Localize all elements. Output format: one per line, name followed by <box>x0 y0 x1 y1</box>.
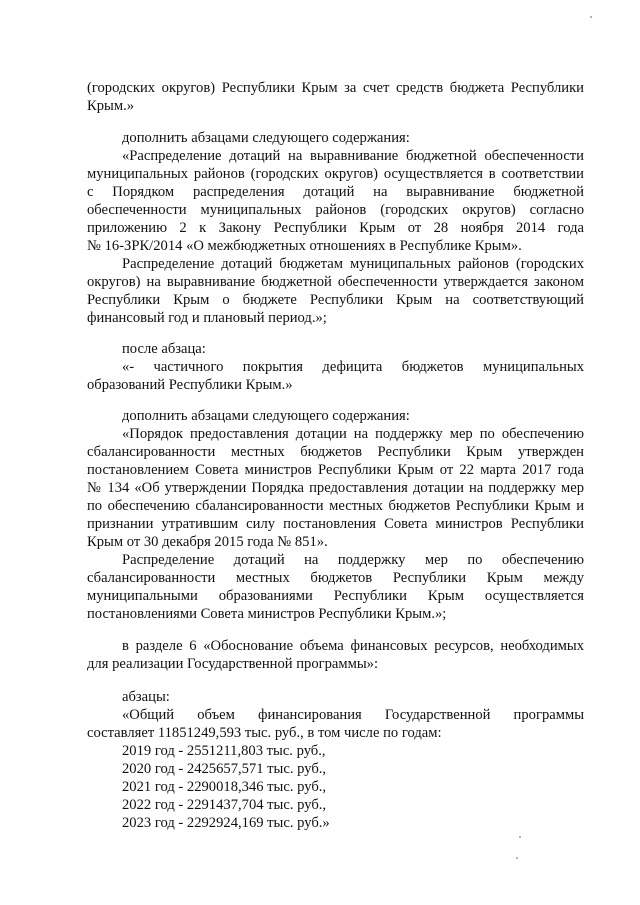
text-line: «- частичного покрытия дефицита бюджетов муниципальных <box>122 359 584 375</box>
text-line: в разделе 6 «Обоснование объема финансовых ресурсов, необходимых <box>122 638 584 654</box>
text-line: округов) на выравнивание бюджетной обеспеченности утверждается законом <box>87 274 584 290</box>
text-line: муниципальных районов (городских округов) осуществляется в соответствии <box>87 166 584 182</box>
text-line: «Распределение дотаций на выравнивание бюджетной обеспеченности <box>122 148 584 164</box>
text-line: образований Республики Крым.» <box>87 377 293 393</box>
text-line: приложению 2 к Закону Республики Крым от 28 ноября 2014 года <box>87 220 584 236</box>
text-line: (городских округов) Республики Крым за счет средств бюджета Республики <box>87 80 584 96</box>
text-line: Крым от 30 декабря 2015 года № 851». <box>87 534 328 550</box>
text-line: абзацы: <box>122 689 170 705</box>
text-line: составляет 11851249,593 тыс. руб., в том числе по годам: <box>87 725 442 741</box>
text-line: по обеспечению сбалансированности местных бюджетов Республики Крым и <box>87 498 584 514</box>
scan-speck <box>516 857 518 859</box>
text-line: финансовый год и плановый период.»; <box>87 310 327 326</box>
text-line: 2019 год - 2551211,803 тыс. руб., <box>122 743 326 759</box>
text-line: 2023 год - 2292924,169 тыс. руб.» <box>122 815 330 831</box>
text-line: сбалансированности местных бюджетов Республики Крым между <box>87 570 584 586</box>
text-line: Республики Крым о бюджете Республики Крым на соответствующий <box>87 292 584 308</box>
text-line: постановлениями Совета министров Республики Крым.»; <box>87 606 447 622</box>
scan-speck <box>519 836 521 838</box>
text-line: сбалансированности местных бюджетов Республики Крым утвержден <box>87 444 584 460</box>
text-line: «Порядок предоставления дотации на поддержку мер по обеспечению <box>122 426 584 442</box>
text-line: Распределение дотаций на поддержку мер по обеспечению <box>122 552 584 568</box>
text-line: № 134 «Об утверждении Порядка предоставления дотации на поддержку мер <box>87 480 584 496</box>
text-line: дополнить абзацами следующего содержания: <box>122 130 410 146</box>
text-line: 2020 год - 2425657,571 тыс. руб., <box>122 761 327 777</box>
text-line: муниципальными образованиями Республики Крым осуществляется <box>87 588 584 604</box>
scan-speck <box>590 16 592 18</box>
text-line: Крым.» <box>87 98 135 114</box>
text-line: для реализации Государственной программы»: <box>87 656 379 672</box>
text-line: 2021 год - 2290018,346 тыс. руб., <box>122 779 327 795</box>
text-line: после абзаца: <box>122 341 206 357</box>
text-line: «Общий объем финансирования Государственной программы <box>122 707 584 723</box>
text-line: постановлением Совета министров Республики Крым от 22 марта 2017 года <box>87 462 584 478</box>
text-line: признании утратившим силу постановления Совета министров Республики <box>87 516 584 532</box>
text-line: № 16-ЗРК/2014 «О межбюджетных отношениях в Республике Крым». <box>87 238 522 254</box>
text-line: с Порядком распределения дотаций на выравнивание бюджетной <box>87 184 584 200</box>
text-line: обеспеченности муниципальных районов (городских округов) согласно <box>87 202 584 218</box>
text-line: Распределение дотаций бюджетам муниципальных районов (городских <box>122 256 584 272</box>
text-line: 2022 год - 2291437,704 тыс. руб., <box>122 797 327 813</box>
text-line: дополнить абзацами следующего содержания: <box>122 408 410 424</box>
